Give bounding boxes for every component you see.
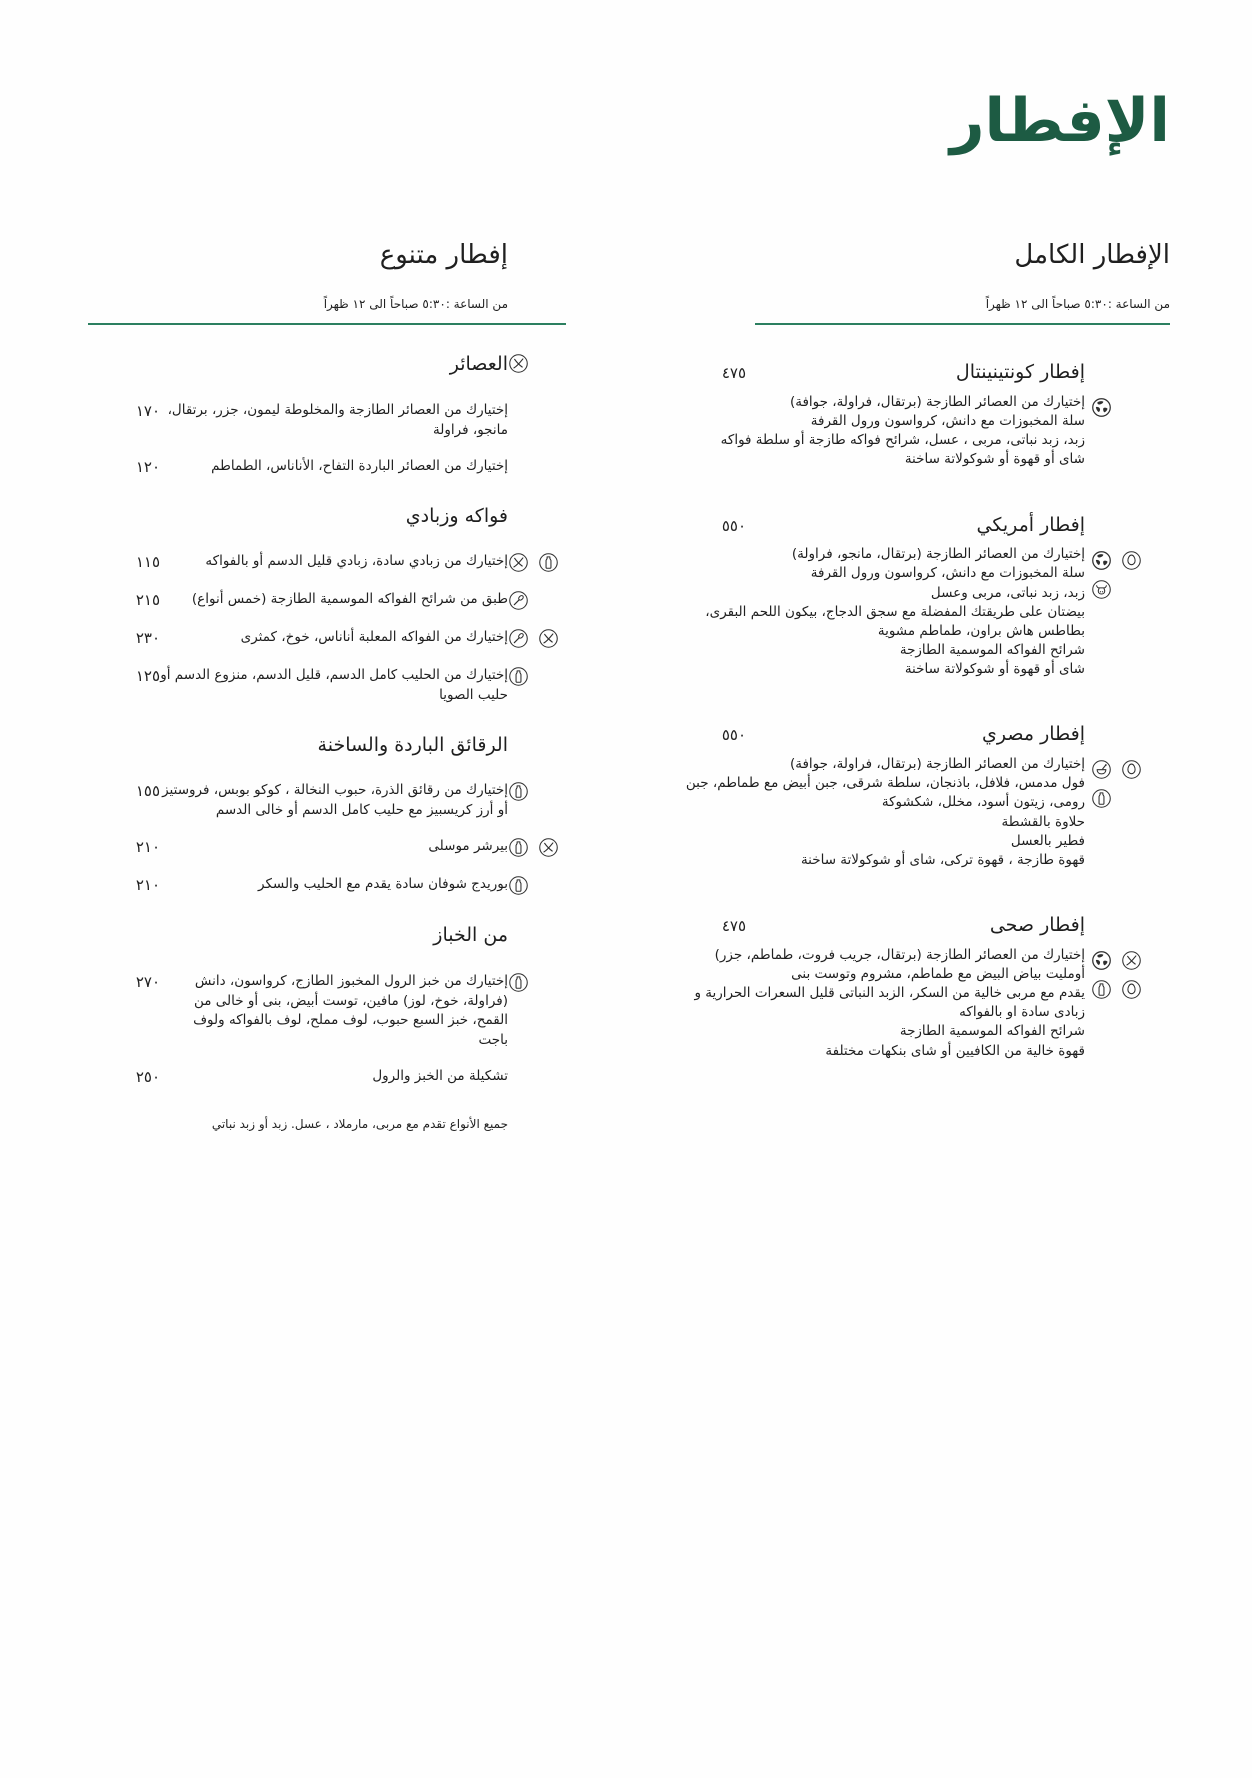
list-item [88,401,566,440]
dietary-icons [508,734,566,758]
fish-icon [1121,950,1142,971]
milk-icon [508,666,529,687]
beef-icon [1091,579,1112,600]
assorted-breakfast-column [88,240,566,1134]
section-bakery [88,924,566,948]
description-line: شرائح الفواكه الموسمية الطازجة [899,1023,1085,1040]
list-item [88,590,566,611]
item-text: إختيارك من الحليب كامل الدسم، قليل الدسم، منزوع الدسم أو حليب الصويا [160,667,508,703]
item-title: إفطار مصري [982,723,1085,746]
list-item [88,781,566,820]
description-line: زبد، زبد نباتى، مربى ، عسل، شرائح فواكه طازجة أو سلطة فواكه [720,432,1085,449]
spoon-icon [508,590,529,611]
section-fruits-yogurt [88,505,566,529]
dietary-icons [508,552,566,573]
globe-icon [1091,950,1112,971]
description-line: قهوة خالية من الكافيين أو شاى بنكهات مختلفة [825,1042,1085,1059]
item-text: إختيارك من العصائر الطازجة والمخلوطة ليمون، جزر، برتقال، مانجو، فراولة [167,401,508,438]
section-title: العصائر [449,353,508,376]
item-price: ١٥٥ [135,782,160,801]
section-title: من الخباز [433,924,508,947]
item-title: إفطار أمريكي [976,513,1085,536]
milk-icon [1091,788,1112,809]
menu-item-egyptian [670,723,1170,870]
item-price: ١١٥ [135,553,160,572]
dietary-icons [1085,361,1170,469]
page-title: الإفطار [949,86,1170,156]
description-line: حلاوة بالقشطة [1001,813,1085,830]
section-juices [88,353,566,377]
dietary-icons [508,781,566,820]
menu-columns [88,240,1170,1134]
milk-icon [508,972,529,993]
item-text: إختيارك من الفواكه المعلبة أناناس، خوخ، كمثرى [240,629,508,646]
menu-item-continental [670,361,1170,469]
list-item [88,628,566,649]
item-description [670,946,1085,1061]
column-title: الإفطار الكامل [1014,240,1170,270]
fish-icon [538,628,559,649]
list-item [88,972,566,1050]
item-price: ١٢٥ [135,667,160,686]
item-price: ٢٥٠ [135,1068,160,1087]
milk-icon [508,875,529,896]
dietary-icons [508,875,566,896]
item-text: تشكيلة من الخبز والرول [372,1068,508,1085]
list-item [88,552,566,573]
item-price: ١٢٠ [135,458,160,477]
dietary-icons [508,666,566,705]
milk-icon [538,552,559,573]
description-line: شاى أو قهوة أو شوكولاتة ساخنة [904,661,1085,678]
full-breakfast-header [755,240,1170,325]
column-title: إفطار متنوع [379,240,508,270]
milk-icon [1091,979,1112,1000]
dietary-icons [1085,914,1170,1061]
dietary-icons [508,353,566,377]
assorted-breakfast-header [88,240,566,325]
section-title: الرقائق الباردة والساخنة [317,733,508,756]
item-text: إختيارك من زبادي سادة، زبادي قليل الدسم أو بالفواكه [205,553,508,570]
item-price: ٥٥٠ [721,516,746,535]
egg-icon [1121,550,1142,571]
item-text: إختيارك من رقائق الذرة، حبوب النخالة ، كوكو بوبس، فروستيز أو أرز كريسبيز مع حليب كامل الدسم أو خالى الدسم [162,782,508,818]
milk-icon [508,781,529,802]
description-line: شرائح الفواكه الموسمية الطازجة [899,642,1085,659]
item-price: ٤٧٥ [721,917,746,936]
item-price: ٢٣٠ [135,629,160,648]
full-breakfast-items [670,361,1170,1061]
item-title: إفطار كونتينينتال [955,361,1085,384]
dietary-icons [1085,723,1170,870]
dietary-icons [508,924,566,948]
section-cereals [88,734,566,758]
list-item [88,666,566,705]
globe-icon [1091,397,1112,418]
spoon-icon [508,628,529,649]
description-line: سلة المخبوزات مع دانش، كرواسون ورول القرفة [810,565,1085,582]
description-line: إختيارك من العصائر الطازجة (برتقال، فراولة، جوافة) [789,393,1085,410]
description-line: إختيارك من العصائر الطازجة (برتقال، فراولة، جوافة) [789,756,1085,773]
section-title: فواكه وزبادي [405,504,508,527]
item-price: ٢٧٠ [135,973,160,992]
divider [755,323,1170,325]
description-line: شاى أو قهوة أو شوكولاتة ساخنة [904,451,1085,468]
item-description [670,545,1085,679]
description-line: أومليت بياض البيض مع طماطم، مشروم وتوست بنى [791,966,1085,982]
item-text: بيرشر موسلى [428,838,508,855]
serving-hours: من الساعة :٥:٣٠ صباحاً الى ١٢ ظهراً [323,297,508,312]
menu-item-american [670,514,1170,680]
list-item [88,875,566,896]
dietary-icons [508,837,566,858]
description-line: فول مدمس، فلافل، باذنجان، سلطة شرقى، جبن أبيض مع طماطم، جبن رومى، زيتون أسود، مخلل، شكشوكة [685,775,1085,811]
menu-item-healthy [670,914,1170,1061]
item-description [670,393,1085,470]
list-item [88,1067,566,1087]
footnote: جميع الأنواع تقدم مع مربى، مارملاد ، عسل. زبد أو زبد نباتي [211,1116,508,1131]
item-price: ٢١٠ [135,838,160,857]
item-title: إفطار صحى [989,914,1085,937]
item-text: بوريدج شوفان سادة يقدم مع الحليب والسكر [258,876,508,893]
serving-hours: من الساعة :٥:٣٠ صباحاً الى ١٢ ظهراً [985,297,1170,312]
item-text: طبق من شرائح الفواكه الموسمية الطازجة (خمس أنواع) [191,591,508,608]
description-line: فطير بالعسل [1010,832,1085,849]
egg-icon [1121,979,1142,1000]
item-text: إختيارك من خبز الرول المخبوز الطازج، كرواسون، دانش (فراولة، خوخ، لوز) مافين، توست أبيض، بنى أو خالى من القمح، خبز السبع حبوب، لوف مملح، لوف بالفواكه ولوف باجت [193,973,508,1048]
item-text: إختيارك من العصائر الباردة التفاح، الأناناس، الطماطم [211,458,508,475]
assorted-sections [88,353,566,1133]
list-item [88,837,566,858]
mortar-icon [1091,759,1112,780]
dietary-icons [1085,514,1170,680]
description-line: بيضتان على طريقتك المفضلة مع سجق الدجاج، بيكون اللحم البقرى، بطاطس هاش براون، طماطم مشوية [705,603,1085,639]
item-price: ١٧٠ [135,401,160,420]
dietary-icons [508,1067,566,1087]
dietary-icons [508,457,566,477]
divider [88,323,566,325]
item-price: ٤٧٥ [721,364,746,383]
dietary-icons [508,401,566,440]
dietary-icons [508,505,566,529]
dietary-icons [508,628,566,649]
full-breakfast-column [670,240,1170,1105]
description-line: زبد، زبد نباتى، مربى وعسل [930,584,1085,601]
item-price: ٢١٠ [135,876,160,895]
list-item [88,457,566,477]
description-line: قهوة طازجة ، قهوة تركى، شاى أو شوكولاتة ساخنة [800,851,1085,868]
item-price: ٢١٥ [135,591,160,610]
egg-icon [1121,759,1142,780]
dietary-icons [508,972,566,1050]
description-line: يقدم مع مربى خالية من السكر، الزبد النباتى قليل السعرات الحرارية و زبادى سادة او بالفواكه [694,985,1085,1021]
fish-icon [508,353,529,374]
dietary-icons [508,590,566,611]
fish-icon [538,837,559,858]
globe-icon [1091,550,1112,571]
fish-icon [508,552,529,573]
description-line: سلة المخبوزات مع دانش، كرواسون ورول القرفة [810,413,1085,430]
item-price: ٥٥٠ [721,726,746,745]
milk-icon [508,837,529,858]
description-line: إختيارك من العصائر الطازجة (برتقال، مانجو، فراولة) [791,546,1085,563]
item-description [670,755,1085,870]
description-line: إختيارك من العصائر الطازجة (برتقال، جريب فروت، طماطم، جزر) [714,946,1085,963]
